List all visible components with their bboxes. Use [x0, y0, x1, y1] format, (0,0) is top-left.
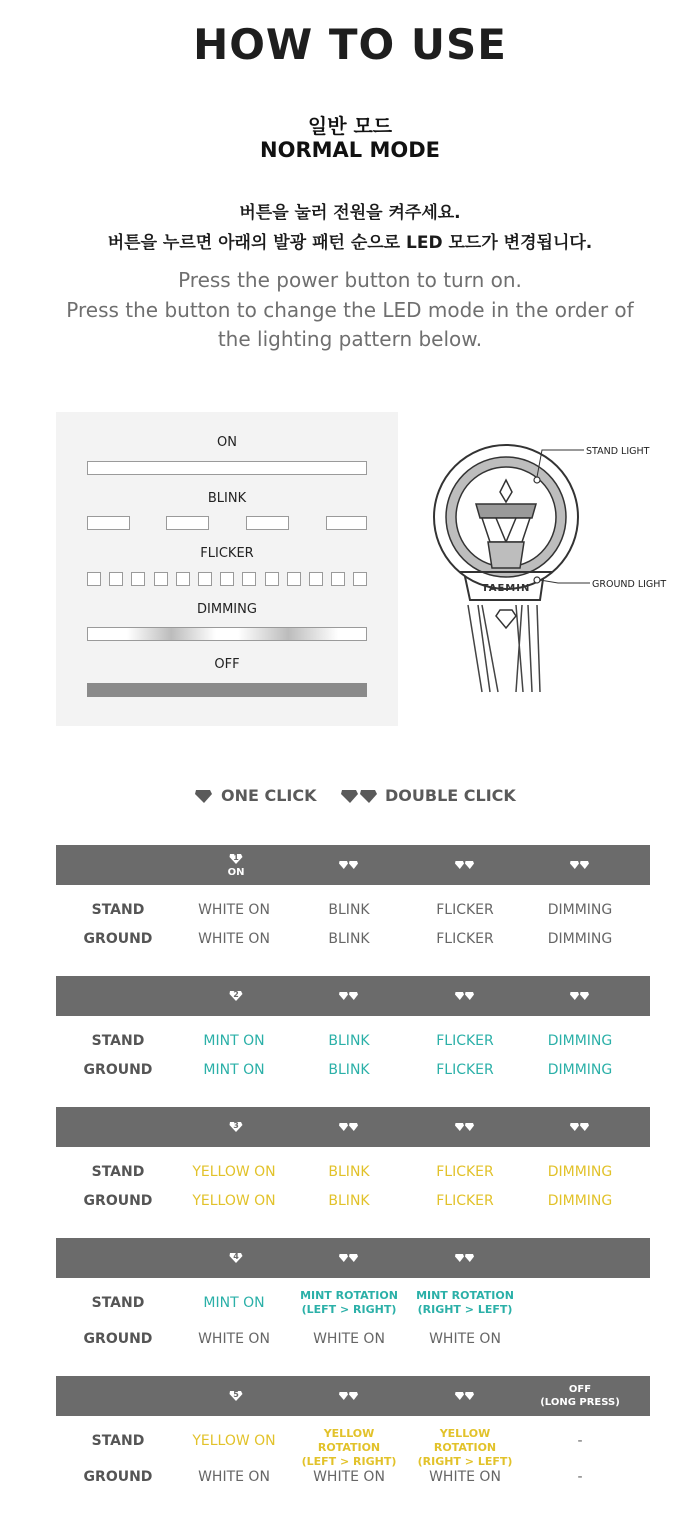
description-english: [0, 266, 700, 355]
mode-number: 2: [233, 990, 239, 999]
table-cell: DIMMING: [547, 931, 613, 947]
description-english-line: the lighting pattern below.: [217, 327, 483, 351]
table-cell: YELLOW ON: [192, 1433, 276, 1449]
stand-light-label: STAND LIGHT: [586, 446, 650, 457]
double-click-heart-icon: [455, 991, 475, 1001]
lightstick-diagram: [420, 430, 690, 700]
pattern-blink-segment: [87, 516, 130, 530]
header-on-label: ON: [227, 867, 245, 878]
table-cell: BLINK: [328, 1164, 370, 1180]
double-click-heart-icon: [455, 1391, 475, 1401]
pattern-bar-off: [87, 683, 367, 697]
pattern-flicker-square: [353, 572, 367, 586]
table-cell: DIMMING: [547, 1033, 613, 1049]
ground-light-label: GROUND LIGHT: [592, 579, 667, 590]
double-click-heart-icon: [339, 991, 359, 1001]
table-cell: YELLOW ON: [192, 1164, 276, 1180]
table-cell: DIMMING: [547, 1193, 613, 1209]
table-cell: DIMMING: [547, 1164, 613, 1180]
mode-number: 4: [233, 1252, 239, 1261]
table-cell: BLINK: [328, 1193, 370, 1209]
pattern-bar-on: [87, 461, 367, 475]
pattern-blink-segment: [326, 516, 367, 530]
mode-title-korean: 일반 모드: [307, 114, 393, 138]
row-label-ground: GROUND: [83, 1062, 153, 1078]
table-cell: WHITE ON: [429, 1469, 501, 1485]
double-click-heart-icon: [455, 860, 475, 870]
double-click-heart-icon: [455, 1122, 475, 1132]
table-cell: WHITE ON: [198, 931, 270, 947]
table-cell: YELLOW ROTATION (LEFT > RIGHT): [301, 1427, 397, 1468]
pattern-flicker-square: [331, 572, 345, 586]
pattern-label-dimming: DIMMING: [197, 602, 257, 617]
lighting-pattern-panel: [56, 412, 398, 726]
table-cell: BLINK: [328, 931, 370, 947]
pattern-flicker-square: [265, 572, 279, 586]
table-cell: WHITE ON: [429, 1331, 501, 1347]
row-label-ground: GROUND: [83, 1469, 153, 1485]
legend-one-click: ONE CLICK: [221, 786, 317, 805]
double-click-heart-icon: [339, 1122, 359, 1132]
mode-number: 5: [233, 1390, 239, 1399]
pattern-flicker-square: [198, 572, 212, 586]
mode-number: 1: [233, 853, 239, 862]
table-cell: BLINK: [328, 1062, 370, 1078]
pattern-flicker-square: [87, 572, 101, 586]
table-cell: MINT ROTATION (LEFT > RIGHT): [300, 1289, 398, 1316]
pattern-bar-dimming: [87, 627, 367, 641]
description-korean-line: 버튼을 누르면 아래의 발광 패턴 순으로 LED 모드가 변경됩니다.: [107, 233, 593, 253]
double-click-heart-icon: [570, 991, 590, 1001]
header-off-long-press: OFF (LONG PRESS): [540, 1384, 620, 1408]
row-label-stand: STAND: [91, 1433, 145, 1449]
pattern-blink-segment: [166, 516, 209, 530]
table-cell: WHITE ON: [198, 902, 270, 918]
row-label-stand: STAND: [91, 1164, 145, 1180]
row-label-stand: STAND: [91, 1033, 145, 1049]
table-cell: YELLOW ROTATION (RIGHT > LEFT): [417, 1427, 513, 1468]
table-cell: MINT ROTATION (RIGHT > LEFT): [416, 1289, 514, 1316]
table-cell: BLINK: [328, 1033, 370, 1049]
pattern-label-on: ON: [217, 435, 237, 450]
double-click-heart-icon: [339, 1391, 359, 1401]
table-cell: BLINK: [328, 902, 370, 918]
table-cell: WHITE ON: [313, 1469, 385, 1485]
legend-double-click: DOUBLE CLICK: [385, 786, 516, 805]
description-english-line: Press the power button to turn on.: [178, 268, 522, 292]
table-cell: WHITE ON: [198, 1469, 270, 1485]
row-label-ground: GROUND: [83, 1331, 153, 1347]
pattern-flicker-square: [287, 572, 301, 586]
table-cell: MINT ON: [203, 1062, 265, 1078]
row-label-stand: STAND: [91, 902, 145, 918]
table-cell: DIMMING: [547, 1062, 613, 1078]
table-cell: WHITE ON: [198, 1331, 270, 1347]
row-label-stand: STAND: [91, 1295, 145, 1311]
table-cell: MINT ON: [203, 1033, 265, 1049]
pattern-label-flicker: FLICKER: [200, 546, 254, 561]
pattern-flicker-square: [309, 572, 323, 586]
table-cell: FLICKER: [436, 1193, 494, 1209]
pattern-flicker-square: [154, 572, 168, 586]
description-korean: [0, 198, 700, 258]
mode-number: 3: [233, 1121, 239, 1130]
table-cell: YELLOW ON: [192, 1193, 276, 1209]
table-cell: FLICKER: [436, 902, 494, 918]
table-cell: WHITE ON: [313, 1331, 385, 1347]
row-label-ground: GROUND: [83, 931, 153, 947]
one-click-heart-icon: [194, 788, 214, 804]
pattern-label-off: OFF: [214, 657, 240, 672]
table-cell: -: [577, 1433, 583, 1449]
table-cell: -: [577, 1469, 583, 1485]
description-korean-line: 버튼을 눌러 전원을 켜주세요.: [239, 203, 461, 223]
double-click-heart-icon: [339, 860, 359, 870]
table-cell: FLICKER: [436, 1062, 494, 1078]
table-cell: FLICKER: [436, 931, 494, 947]
table-cell: FLICKER: [436, 1033, 494, 1049]
pattern-flicker-square: [176, 572, 190, 586]
mode-title-english: NORMAL MODE: [260, 138, 440, 162]
pattern-label-blink: BLINK: [207, 491, 247, 506]
double-click-heart-icon: [570, 860, 590, 870]
pattern-flicker-square: [242, 572, 256, 586]
double-click-heart-icon: [455, 1253, 475, 1263]
table-cell: MINT ON: [203, 1295, 265, 1311]
table-cell: FLICKER: [436, 1164, 494, 1180]
double-click-heart-icon: [570, 1122, 590, 1132]
pattern-blink-segment: [246, 516, 289, 530]
pattern-flicker-square: [109, 572, 123, 586]
double-click-heart-icon: [339, 1253, 359, 1263]
double-click-heart-icon: [340, 788, 380, 804]
pattern-flicker-square: [220, 572, 234, 586]
lightstick-brand-text: TAEMIN: [481, 583, 531, 594]
description-english-line: Press the button to change the LED mode in the order of: [66, 297, 634, 322]
row-label-ground: GROUND: [83, 1193, 153, 1209]
page-title: HOW TO USE: [193, 20, 507, 69]
pattern-flicker-square: [131, 572, 145, 586]
table-cell: DIMMING: [547, 902, 613, 918]
